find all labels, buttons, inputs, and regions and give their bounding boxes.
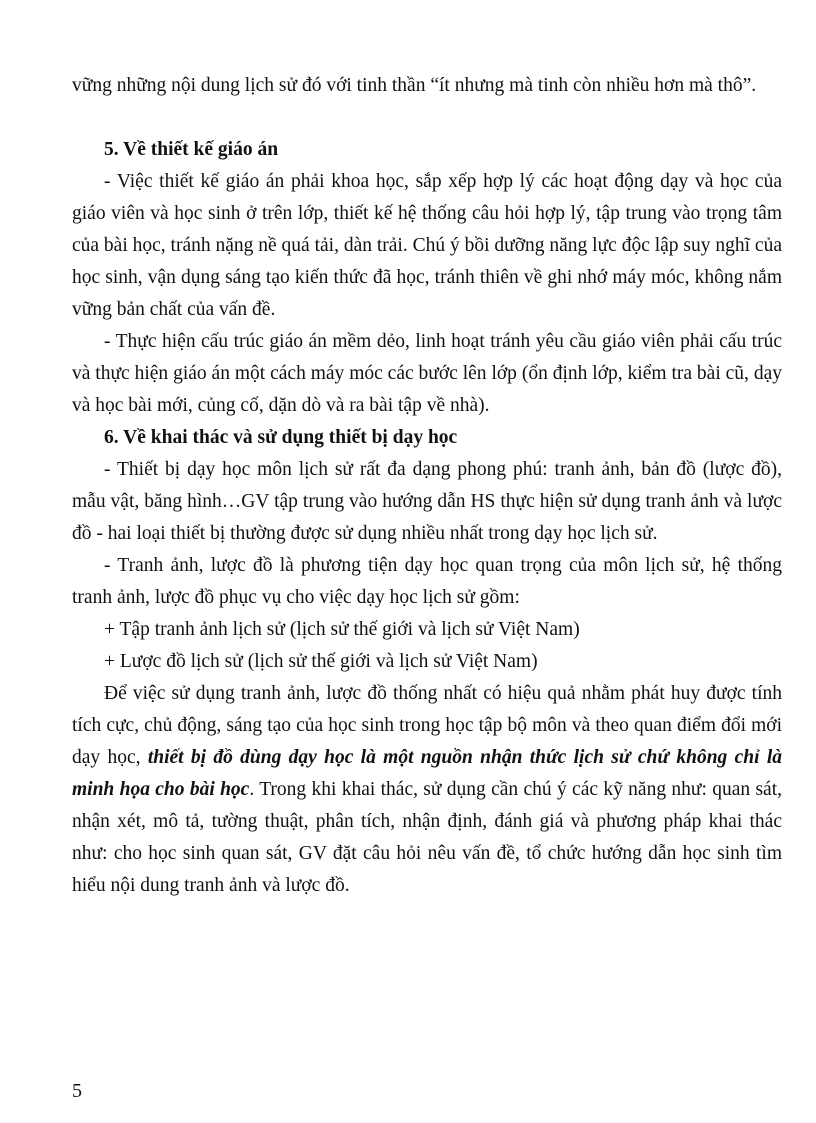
- section-5-paragraph-1: - Việc thiết kế giáo án phải khoa học, sắp xếp hợp lý các hoạt động dạy và học của giáo viên và học sinh ở trên lớp, thiết kế hệ thống câu hỏi hợp lý, tập trung vào trọng tâm của bài học, tránh nặng nề quá tải, dàn trải. Chú ý bồi dưỡng năng lực độc lập suy nghĩ của học sinh, vận dụng sáng tạo kiến thức đã học, tránh thiên về ghi nhớ máy móc, không nắm vững bản chất của vấn đề.: [72, 171, 782, 320]
- intro-paragraph: vững những nội dung lịch sử đó với tinh thần “ít nhưng mà tinh còn nhiều hơn mà thô”.: [72, 75, 757, 96]
- section-5-heading: 5. Về thiết kế giáo án: [104, 139, 279, 160]
- section-6-paragraph-2: - Tranh ảnh, lược đồ là phương tiện dạy học quan trọng của môn lịch sử, hệ thống tranh ảnh, lược đồ phục vụ cho việc dạy học lịch sử gồm:: [72, 555, 782, 608]
- section-6-heading: 6. Về khai thác và sử dụng thiết bị dạy học: [104, 427, 458, 448]
- final-paragraph-end: . Trong khi khai thác, sử dụng cần chú ý các kỹ năng như: quan sát, nhận xét, mô tả, tường thuật, phân tích, nhận định, đánh giá và phương pháp khai thác như: cho học sinh quan sát, GV đặt câu hỏi nêu vấn đề, tổ chức hướng dẫn học sinh tìm hiểu nội dung tranh ảnh và lược đồ.: [72, 779, 782, 896]
- list-item-maps: + Lược đồ lịch sử (lịch sử thế giới và lịch sử Việt Nam): [104, 651, 538, 672]
- page-number: 5: [72, 1080, 82, 1102]
- final-paragraph-emphasis: thiết bị đồ dùng dạy học là một nguồn nhận thức lịch sử chứ không chỉ là minh họa cho bài học: [72, 747, 782, 800]
- document-page: [72, 70, 782, 902]
- section-gap: [72, 102, 782, 134]
- list-item-pictures: + Tập tranh ảnh lịch sử (lịch sử thế giới và lịch sử Việt Nam): [104, 619, 580, 640]
- section-5-paragraph-2: - Thực hiện cấu trúc giáo án mềm dẻo, linh hoạt tránh yêu cầu giáo viên phải cấu trúc và thực hiện giáo án một cách máy móc các bước lên lớp (ổn định lớp, kiểm tra bài cũ, dạy và học bài mới, củng cố, dặn dò và ra bài tập về nhà).: [72, 331, 782, 416]
- section-6-final-paragraph: [72, 678, 782, 902]
- final-paragraph-start: Để việc sử dụng tranh ảnh, lược đồ thống nhất có hiệu quả nhằm phát huy được tính tích cực, chủ động, sáng tạo của học sinh trong học tập bộ môn và theo quan điểm đổi mới dạy học,: [72, 683, 782, 768]
- section-6-paragraph-1: - Thiết bị dạy học môn lịch sử rất đa dạng phong phú: tranh ảnh, bản đồ (lược đồ), mẫu vật, băng hình…GV tập trung vào hướng dẫn HS thực hiện sử dụng tranh ảnh và lược đồ - hai loại thiết bị thường được sử dụng nhiều nhất trong dạy học lịch sử.: [72, 459, 782, 544]
